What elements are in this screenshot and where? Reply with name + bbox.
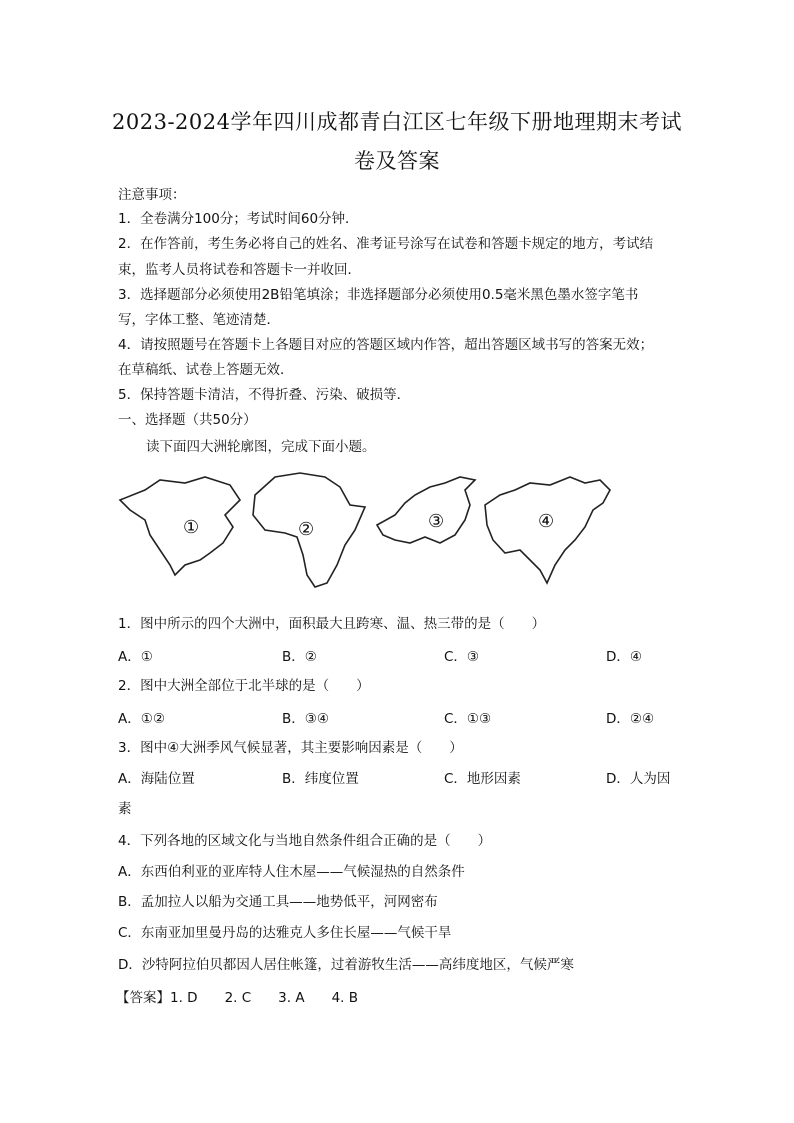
europe-outline xyxy=(377,477,475,543)
question-2-option-c: C．①③ xyxy=(444,711,492,727)
question-3-option-d-wrap: 素 xyxy=(118,801,132,817)
notice-item: 在草稿纸、试卷上答题无效． xyxy=(118,362,294,378)
question-2-option-a: A．①② xyxy=(118,711,165,727)
question-1-stem: 1．图中所示的四个大洲中，面积最大且跨寒、温、热三带的是（ ） xyxy=(118,616,546,632)
answer-line xyxy=(116,986,358,1006)
map-label-1: ① xyxy=(183,517,200,538)
question-4-option-c: C．东南亚加里曼丹岛的达雅克人多住长屋——气候干旱 xyxy=(118,925,452,941)
question-3-option-a: A．海陆位置 xyxy=(118,771,195,787)
map-label-4: ④ xyxy=(538,511,555,532)
map-label-2: ② xyxy=(298,519,315,540)
question-1-option-a: A．① xyxy=(118,649,153,665)
question-4-option-a: A．东西伯利亚的亚库特人住木屋——气候湿热的自然条件 xyxy=(118,864,465,880)
answer-text: 1. D 2. C 3. A 4. B xyxy=(170,990,359,1006)
section-intro: 读下面四大洲轮廓图，完成下面小题。 xyxy=(146,439,376,455)
notice-heading: 注意事项： xyxy=(118,187,186,203)
question-2-option-d: D．②④ xyxy=(606,711,655,727)
question-2-stem: 2．图中大洲全部位于北半球的是（ ） xyxy=(118,678,370,694)
notice-item: 5．保持答题卡清洁，不得折叠、污染、破损等． xyxy=(118,387,411,403)
notice-item: 3．选择题部分必须使用2B铅笔填涂；非选择题部分必须使用0.5毫米黑色墨水签字笔书 xyxy=(118,287,639,303)
question-3-option-b: B．纬度位置 xyxy=(282,771,359,787)
question-3-option-d: D．人为因 xyxy=(606,771,671,787)
notice-item: 束，监考人员将试卷和答题卡一并收回． xyxy=(118,262,361,278)
question-4-stem: 4．下列各地的区域文化与当地自然条件组合正确的是（ ） xyxy=(118,833,492,849)
notice-item: 1．全卷满分100分；考试时间60分钟． xyxy=(118,211,359,227)
question-3-option-c: C．地形因素 xyxy=(444,771,521,787)
notice-item: 写，字体工整、笔迹清楚． xyxy=(118,312,280,328)
map-label-3: ③ xyxy=(428,511,445,532)
north-america-outline xyxy=(120,477,240,575)
document-title-line2: 卷及答案 xyxy=(354,149,440,173)
section-heading: 一、选择题（共50分） xyxy=(118,412,257,428)
question-2-option-b: B．③④ xyxy=(282,711,329,727)
question-1-option-b: B．② xyxy=(282,649,317,665)
question-3-stem: 3．图中④大洲季风气候显著，其主要影响因素是（ ） xyxy=(118,740,463,756)
answer-label: 【答案】 xyxy=(116,990,170,1006)
notice-item: 2．在作答前，考生务必将自己的姓名、准考证号涂写在试卷和答题卡规定的地方，考试结 xyxy=(118,236,654,252)
question-4-option-d: D．沙特阿拉伯贝都因人居住帐篷，过着游牧生活——高纬度地区，气候严寒 xyxy=(118,957,574,973)
notice-item: 4．请按照题号在答题卡上各题目对应的答题区域内作答，超出答题区域书写的答案无效； xyxy=(118,337,654,353)
continents-outline-map xyxy=(115,465,615,595)
question-4-option-b: B．孟加拉人以船为交通工具——地势低平，河网密布 xyxy=(118,894,438,910)
question-1-option-c: C．③ xyxy=(444,649,480,665)
question-1-option-d: D．④ xyxy=(606,649,642,665)
document-title-line1: 2023-2024学年四川成都青白江区七年级下册地理期末考试 xyxy=(112,110,682,134)
